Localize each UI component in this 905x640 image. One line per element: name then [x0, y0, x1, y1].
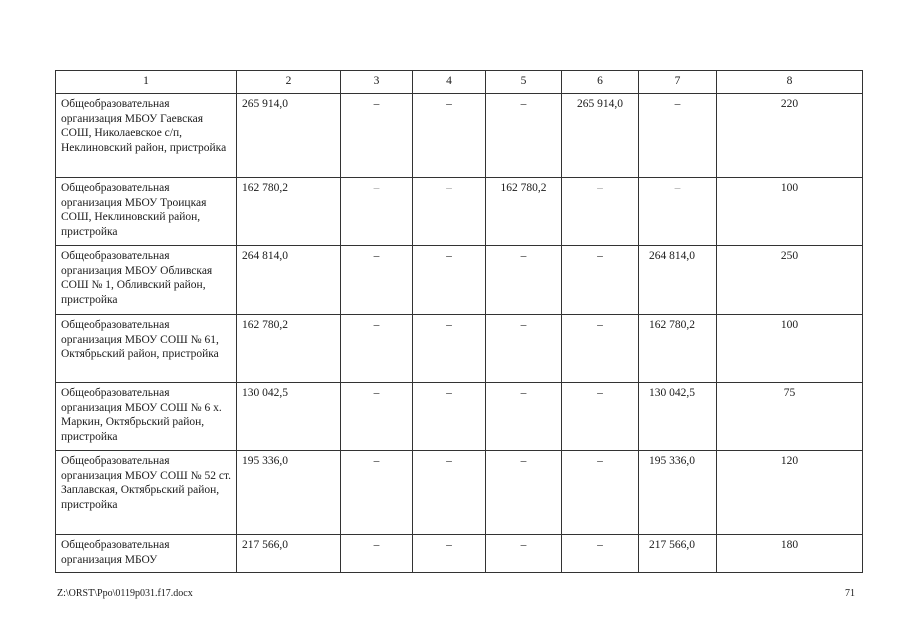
value-cell: 162 780,2 — [639, 315, 717, 383]
table-row — [56, 94, 863, 178]
value-cell: – — [341, 535, 413, 573]
value-cell: – — [341, 383, 413, 451]
organization-name-cell: Общеобразовательная организация МБОУ — [56, 535, 237, 573]
value-cell: – — [341, 315, 413, 383]
value-cell: – — [562, 535, 639, 573]
value-cell: – — [562, 315, 639, 383]
value-cell: – — [486, 315, 562, 383]
total-cell: 130 042,5 — [237, 383, 341, 451]
value-cell: 264 814,0 — [639, 246, 717, 315]
organization-name-cell: Общеобразовательная организация МБОУ СОШ № 52 ст. Заплавская, Октябрьский район, пристройка — [56, 451, 237, 535]
value-cell: – — [413, 535, 486, 573]
organization-name-cell: Общеобразовательная организация МБОУ Обливская СОШ № 1, Обливский район, пристройка — [56, 246, 237, 315]
total-cell: 195 336,0 — [237, 451, 341, 535]
value-cell: – — [639, 178, 717, 246]
value-cell: – — [413, 451, 486, 535]
capacity-cell: 100 — [717, 315, 863, 383]
value-cell: – — [413, 315, 486, 383]
value-cell: – — [562, 246, 639, 315]
table-row — [56, 383, 863, 451]
capacity-cell: 250 — [717, 246, 863, 315]
value-cell: 265 914,0 — [562, 94, 639, 178]
capacity-cell: 180 — [717, 535, 863, 573]
value-cell: – — [562, 383, 639, 451]
value-cell: 217 566,0 — [639, 535, 717, 573]
value-cell: – — [413, 383, 486, 451]
organization-name-cell: Общеобразовательная организация МБОУ Гаевская СОШ, Николаевское с/п, Неклиновский район, пристройка — [56, 94, 237, 178]
total-cell: 217 566,0 — [237, 535, 341, 573]
total-cell: 265 914,0 — [237, 94, 341, 178]
value-cell: 195 336,0 — [639, 451, 717, 535]
value-cell: – — [562, 451, 639, 535]
header-cell: 1 — [56, 71, 237, 94]
value-cell: 130 042,5 — [639, 383, 717, 451]
value-cell: – — [413, 94, 486, 178]
header-cell: 7 — [639, 71, 717, 94]
organization-name-cell: Общеобразовательная организация МБОУ СОШ № 6 х. Маркин, Октябрьский район, пристройка — [56, 383, 237, 451]
capacity-cell: 75 — [717, 383, 863, 451]
table-row — [56, 178, 863, 246]
header-row — [56, 71, 863, 94]
value-cell: – — [639, 94, 717, 178]
header-cell: 6 — [562, 71, 639, 94]
value-cell: – — [341, 451, 413, 535]
total-cell: 264 814,0 — [237, 246, 341, 315]
header-cell: 4 — [413, 71, 486, 94]
capacity-cell: 220 — [717, 94, 863, 178]
footer-file-path: Z:\ORST\Ppo\0119p031.f17.docx — [57, 588, 193, 599]
total-cell: 162 780,2 — [237, 178, 341, 246]
table-row — [56, 451, 863, 535]
value-cell: – — [486, 94, 562, 178]
value-cell: – — [413, 178, 486, 246]
data-table — [55, 70, 863, 573]
organization-name-cell: Общеобразовательная организация МБОУ СОШ № 61, Октябрьский район, пристройка — [56, 315, 237, 383]
header-cell: 3 — [341, 71, 413, 94]
value-cell: – — [486, 246, 562, 315]
organization-name-cell: Общеобразовательная организация МБОУ Троицкая СОШ, Неклиновский район, пристройка — [56, 178, 237, 246]
table-row — [56, 535, 863, 573]
page-number: 71 — [845, 588, 855, 599]
value-cell: – — [341, 178, 413, 246]
capacity-cell: 120 — [717, 451, 863, 535]
table-row — [56, 315, 863, 383]
table-row — [56, 246, 863, 315]
total-cell: 162 780,2 — [237, 315, 341, 383]
value-cell: – — [562, 178, 639, 246]
header-cell: 2 — [237, 71, 341, 94]
value-cell: – — [341, 246, 413, 315]
value-cell: – — [413, 246, 486, 315]
capacity-cell: 100 — [717, 178, 863, 246]
header-cell: 5 — [486, 71, 562, 94]
value-cell: – — [341, 94, 413, 178]
value-cell: – — [486, 535, 562, 573]
header-cell: 8 — [717, 71, 863, 94]
value-cell: – — [486, 383, 562, 451]
value-cell: – — [486, 451, 562, 535]
value-cell: 162 780,2 — [486, 178, 562, 246]
